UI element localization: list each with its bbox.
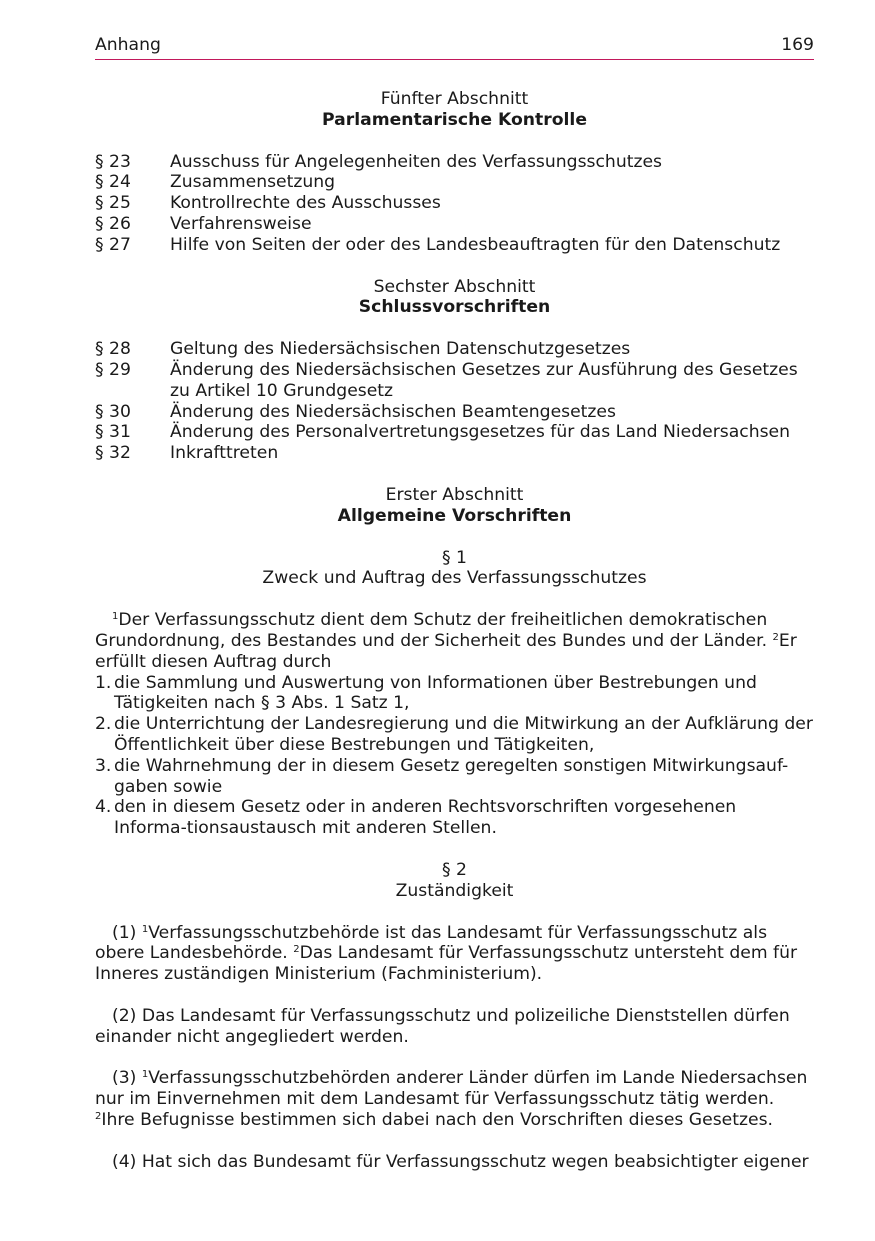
paragraph-1-title: Zweck und Auftrag des Verfassungsschutzes [262,568,647,589]
toc-entry-number: § 24 [95,172,131,193]
toc-entry [95,193,814,214]
paragraph-2-title: Zuständigkeit [395,880,514,901]
toc-entry-number: § 32 [95,443,131,464]
section-6-title: Schlussvorschriften [358,297,551,318]
toc-entry-title: Ausschuss für Angelegenheiten des Verfassungsschutzes [170,151,663,172]
sentence-number: 1 [112,611,119,623]
section-6-toc [95,339,814,464]
list-item-number: 3. [95,755,112,776]
sentence: Verfassungsschutzbehörden anderer Länder dürfen im Lande Niedersachsen nur im Einvernehmen mit dem Landesamt für Verfassungsschutz tätig werden. [95,1068,808,1110]
toc-entry-number: § 28 [95,339,131,360]
running-header [95,35,814,60]
header-title: Anhang [95,35,161,55]
section-5-heading [95,89,814,131]
list-item-number: 1. [95,672,112,693]
page-content [95,89,814,1173]
toc-entry [95,402,814,423]
sentence-number: 1 [141,1069,149,1081]
sentence-number: 2 [95,1111,102,1123]
absatz-label: (2) [112,1005,137,1026]
list-item [95,797,814,839]
list-item [95,714,814,756]
sentence-number: 1 [141,923,149,935]
list-item-text: die Unterrichtung der Landesregierung und die Mitwirkung an der Aufklärung der Öffentlichkeit über diese Bestrebungen und Tätigkeiten, [114,714,813,755]
toc-entry-number: § 23 [95,151,131,172]
toc-entry [95,172,814,193]
sentence: Das Landesamt für Verfassungsschutz und polizeiliche Dienststellen dürfen einander nicht angegliedert werden. [95,1005,790,1047]
toc-entry [95,339,814,360]
toc-entry [95,152,814,173]
section-1-label: Erster Abschnitt [385,484,524,505]
toc-entry-number: § 30 [95,401,131,422]
paragraph-1-text [95,610,814,672]
paragraph-2-heading [95,860,814,902]
paragraph-2-number: § 2 [442,859,467,880]
list-item-number: 2. [95,714,112,735]
section-1-heading [95,485,814,527]
toc-entry-title: Geltung des Niedersächsischen Datenschutzgesetzes [170,339,631,360]
toc-entry [95,360,814,402]
list-item-number: 4. [95,797,112,818]
toc-entry-number: § 25 [95,193,131,214]
section-6-label: Sechster Abschnitt [373,276,536,297]
absatz-label: (4) [112,1151,137,1172]
sentence: Verfassungsschutzbehörde ist das Landesamt für Verfassungsschutz als obere Landesbehörde. [95,922,768,964]
sentence-number: 2 [772,631,779,643]
paragraph-1-heading [95,548,814,590]
list-item-text: die Sammlung und Auswertung von Informationen über Bestrebungen und Tätigkeiten nach § 3 Abs. 1 Satz 1, [114,672,757,714]
toc-entry-title: Änderung des Niedersächsischen Beamtengesetzes [170,401,616,422]
absatz-label: (3) [112,1068,137,1089]
page-number: 169 [781,35,814,55]
toc-entry-title: Zusammensetzung [170,172,336,193]
section-5-label: Fünfter Abschnitt [380,89,529,109]
sentence: Hat sich das Bundesamt für Verfassungsschutz wegen beabsichtigter eigener [141,1151,809,1172]
toc-entry [95,422,814,443]
sentence: Er erfüllt diesen Auftrag durch [95,630,797,672]
sentence: Der Verfassungsschutz dient dem Schutz der freiheitlichen demokratischen Grundordnung, des Bestandes und der Sicherheit des Bundes und der Länder. [95,610,768,651]
list-item-text: die Wahrnehmung der in diesem Gesetz geregelten sonstigen Mitwirkungsauf-gaben sowie [114,755,789,797]
list-item-text: den in diesem Gesetz oder in anderen Rechtsvorschriften vorgesehenen Informa-tionsaustausch mit anderen Stellen. [114,797,737,839]
toc-entry [95,443,814,464]
sentence-number: 2 [293,944,300,956]
section-6-heading [95,277,814,319]
toc-entry-title: Änderung des Niedersächsischen Gesetzes zur Ausführung des Gesetzes zu Artikel 10 Grundgesetz [170,359,798,401]
toc-entry-number: § 31 [95,422,131,443]
toc-entry-number: § 27 [95,234,131,255]
toc-entry-title: Änderung des Personalvertretungsgesetzes für das Land Niedersachsen [170,422,791,443]
toc-entry [95,214,814,235]
section-1-title: Allgemeine Vorschriften [337,505,572,526]
paragraph-2-absatz-4 [95,1152,814,1173]
toc-entry-title: Hilfe von Seiten der oder des Landesbeauftragten für den Datenschutz [170,234,781,255]
absatz-label: (1) [112,922,137,943]
toc-entry [95,235,814,256]
paragraph-2-absatz-3 [95,1068,814,1130]
sentence: Ihre Befugnisse bestimmen sich dabei nach den Vorschriften dieses Gesetzes. [101,1110,773,1131]
toc-entry-title: Verfahrensweise [170,213,312,234]
toc-entry-number: § 26 [95,213,131,234]
section-5-toc [95,152,814,256]
paragraph-2-absatz-2 [95,1006,814,1048]
list-item [95,673,814,715]
list-item [95,756,814,798]
paragraph-1-list [95,673,814,839]
toc-entry-title: Kontrollrechte des Ausschusses [170,193,441,214]
toc-entry-number: § 29 [95,359,131,380]
toc-entry-title: Inkrafttreten [170,443,279,464]
paragraph-2-absatz-1 [95,923,814,985]
paragraph-1-number: § 1 [442,547,467,568]
sentence: Das Landesamt für Verfassungsschutz untersteht dem für Inneres zuständigen Ministerium (Fachministerium). [95,943,798,985]
section-5-title: Parlamentarische Kontrolle [322,109,587,130]
